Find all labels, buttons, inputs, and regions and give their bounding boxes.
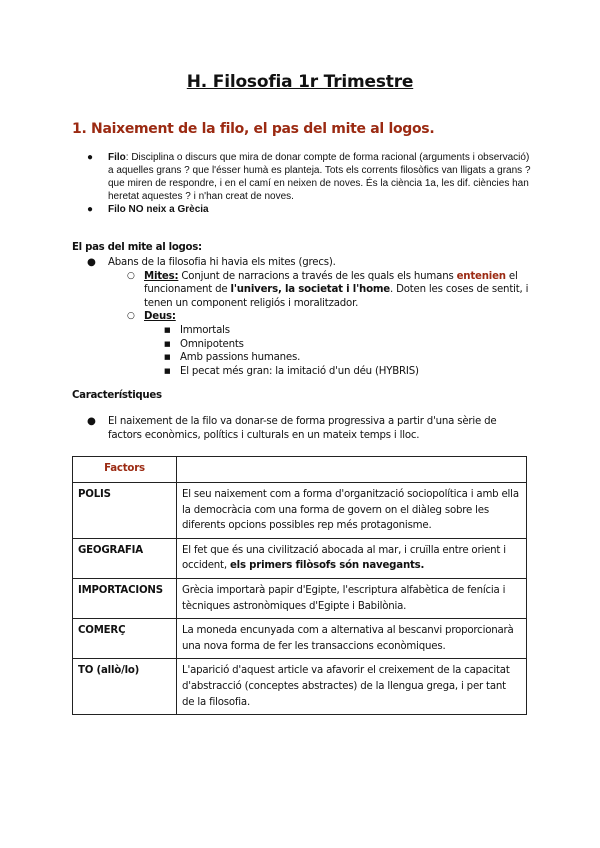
factor-key: GEOGRAFIA (73, 538, 177, 578)
page-title: H. Filosofia 1r Trimestre (186, 72, 414, 92)
square-bullet-icon: ■ (164, 339, 171, 348)
circle-bullet-icon: ○ (127, 311, 135, 322)
list-item (72, 324, 532, 338)
list-item (72, 256, 532, 270)
subsection-heading: El pas del mite al logos: (72, 242, 202, 253)
table-row (73, 538, 527, 578)
list-item-text: El pecat més gran: la imitació d'un déu (HYBRIS) (180, 365, 419, 377)
bold-text: l'univers, la societat i l'home (230, 284, 390, 296)
factor-description (177, 538, 527, 578)
list-item-text: Abans de la filosofia hi havia els mites (grecs). (108, 257, 336, 268)
factors-table (72, 456, 527, 715)
factor-description: El seu naixement com a forma d'organització sociopolítica i amb ella la democràcia com una forma de govern on el diàleg sobre les diferents opcions possibles rep més protagonisme. (177, 483, 527, 539)
factor-description: La moneda encunyada com a alternativa al bescanvi proporcionarà una nova forma de fer les transaccions econòmiques. (177, 619, 527, 659)
list-item (72, 338, 532, 352)
list-item (72, 351, 532, 365)
square-bullet-icon: ■ (164, 325, 171, 334)
bullet-icon: ● (87, 257, 96, 268)
list-item (72, 151, 532, 203)
characteristics-list (72, 415, 532, 443)
table-header-cell: Factors (73, 457, 177, 483)
term: Filo (108, 152, 126, 163)
factor-key: POLIS (73, 483, 177, 539)
list-item (72, 415, 532, 443)
definition-text: : Disciplina o discurs que mira de donar compte de forma racional (arguments i observació) a aquelles grans ? que l'ésser humà es planteja. Tots els corrents filosòfics van lligats a grans ? que miren de respondre, i en el camí en neixen de noves. És la ciència 1a, les dif. ciències han heretat aquestes ? i n'han creat de noves. (108, 152, 531, 202)
list-item-mites (72, 270, 532, 311)
table-row (73, 619, 527, 659)
highlight-word: entenien (456, 270, 506, 282)
subsection-heading: Característiques (72, 390, 162, 401)
square-bullet-icon: ■ (164, 366, 171, 375)
intro-list (72, 151, 532, 216)
bullet-icon: ● (87, 204, 94, 215)
factor-description: Grècia importarà papir d'Egipte, l'escriptura alfabètica de fenícia i tècniques astronòmiques d'Egipte i Babilònia. (177, 578, 527, 618)
factor-description: L'aparició d'aquest article va afavorir el creixement de la capacitat d'abstracció (conceptes abstractes) de la llengua grega, i per tant de la filosofia. (177, 659, 527, 715)
table-row (73, 483, 527, 539)
table-row (73, 578, 527, 618)
list-item-text: Omnipotents (180, 338, 244, 350)
list-item-text: Immortals (180, 324, 230, 336)
factor-key: TO (allò/lo) (73, 659, 177, 715)
factor-bold-text: els primers filòsofs són navegants. (229, 560, 425, 572)
factor-key: IMPORTACIONS (73, 578, 177, 618)
square-bullet-icon: ■ (164, 353, 171, 362)
list-item (72, 203, 532, 216)
statement-text: Filo NO neix a Grècia (108, 204, 209, 215)
bullet-icon: ● (87, 152, 94, 163)
mites-text: el funcionament de (144, 270, 518, 296)
table-header-row (73, 457, 527, 483)
mites-text: Conjunt de narracions a través de les quals els humans (178, 270, 457, 282)
list-item-text: Amb passions humanes. (180, 352, 301, 364)
list-item-text: El naixement de la filo va donar-se de forma progressiva a partir d'una sèrie de factors econòmics, polítics i culturals en un mateix temps i lloc. (108, 416, 497, 442)
factor-key: COMERÇ (73, 619, 177, 659)
deus-label: Deus: (144, 311, 176, 323)
factor-text: El fet que és una civilització abocada al mar, i cruïlla entre orient i occident, (182, 544, 506, 572)
section-heading: 1. Naixement de la filo, el pas del mite al logos. (72, 121, 435, 137)
list-item-deus (72, 310, 532, 324)
mites-text: . Doten les coses de sentit, i tenen un component religiós i moralitzador. (144, 284, 529, 309)
table-row (73, 659, 527, 715)
bullet-icon: ● (87, 416, 96, 427)
myth-list (72, 256, 532, 378)
list-item (72, 365, 532, 379)
circle-bullet-icon: ○ (127, 270, 135, 281)
mites-label: Mites: (144, 270, 179, 282)
table-header-cell-empty (177, 457, 527, 483)
